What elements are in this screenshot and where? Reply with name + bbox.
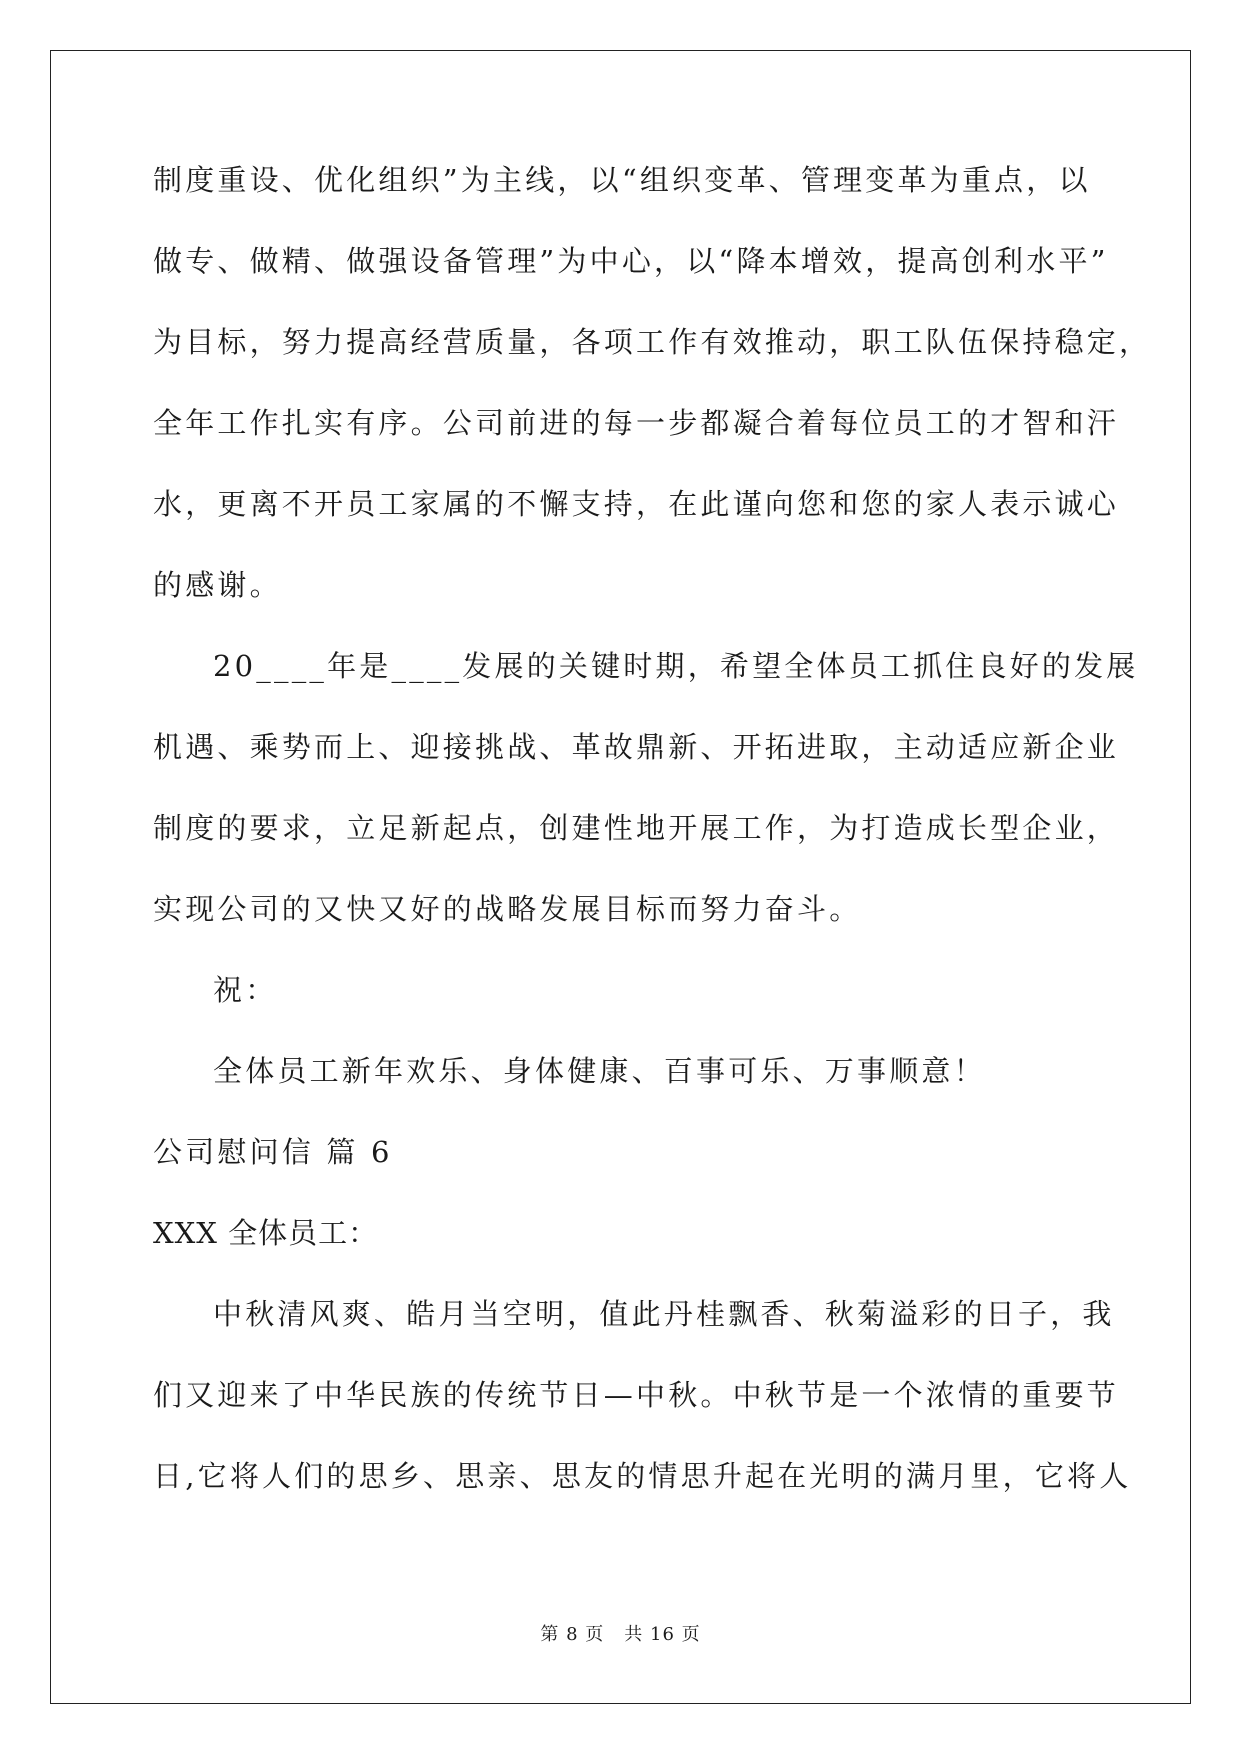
paragraph-line: 制度的要求，立足新起点，创建性地开展工作，为打造成长型企业， bbox=[153, 811, 1120, 845]
paragraph-line: 全年工作扎实有序。公司前进的每一步都凝合着每位员工的才智和汗 bbox=[153, 406, 1120, 440]
paragraph-line: 们又迎来了中华民族的传统节日—中秋。中秋节是一个浓情的重要节 bbox=[153, 1378, 1120, 1412]
paragraph-line: 机遇、乘势而上、迎接挑战、革故鼎新、开拓进取，主动适应新企业 bbox=[153, 730, 1120, 764]
paragraph-line: 制度重设、优化组织”为主线，以“组织变革、管理变革为重点，以 bbox=[153, 163, 1091, 197]
page-number: 第 8 页 bbox=[540, 1624, 605, 1645]
paragraph-line: 做专、做精、做强设备管理”为中心，以“降本增效，提高创利水平” bbox=[153, 244, 1109, 278]
document-body bbox=[153, 140, 1152, 1517]
paragraph-line: 的感谢。 bbox=[153, 568, 282, 602]
paragraph-line: 实现公司的又快又好的战略发展目标而努力奋斗。 bbox=[153, 892, 862, 926]
total-pages: 共 16 页 bbox=[624, 1624, 701, 1645]
paragraph-line: 20____年是____发展的关键时期，希望全体员工抓住良好的发展 bbox=[213, 649, 1139, 683]
greeting-line: 祝： bbox=[213, 973, 278, 1007]
paragraph-line: 日,它将人们的思乡、思亲、思友的情思升起在光明的满月里，它将人 bbox=[153, 1459, 1132, 1493]
page-footer bbox=[0, 1620, 1241, 1646]
section-heading: 公司慰问信 篇 6 bbox=[153, 1135, 393, 1169]
paragraph-line: 中秋清风爽、皓月当空明，值此丹桂飘香、秋菊溢彩的日子，我 bbox=[213, 1297, 1115, 1331]
paragraph-line: 为目标，努力提高经营质量，各项工作有效推动，职工队伍保持稳定， bbox=[153, 325, 1152, 359]
wishes-line: 全体员工新年欢乐、身体健康、百事可乐、万事顺意！ bbox=[213, 1054, 986, 1088]
paragraph-line: 水，更离不开员工家属的不懈支持，在此谨向您和您的家人表示诚心 bbox=[153, 487, 1120, 521]
salutation-line: XXX 全体员工： bbox=[153, 1216, 379, 1250]
